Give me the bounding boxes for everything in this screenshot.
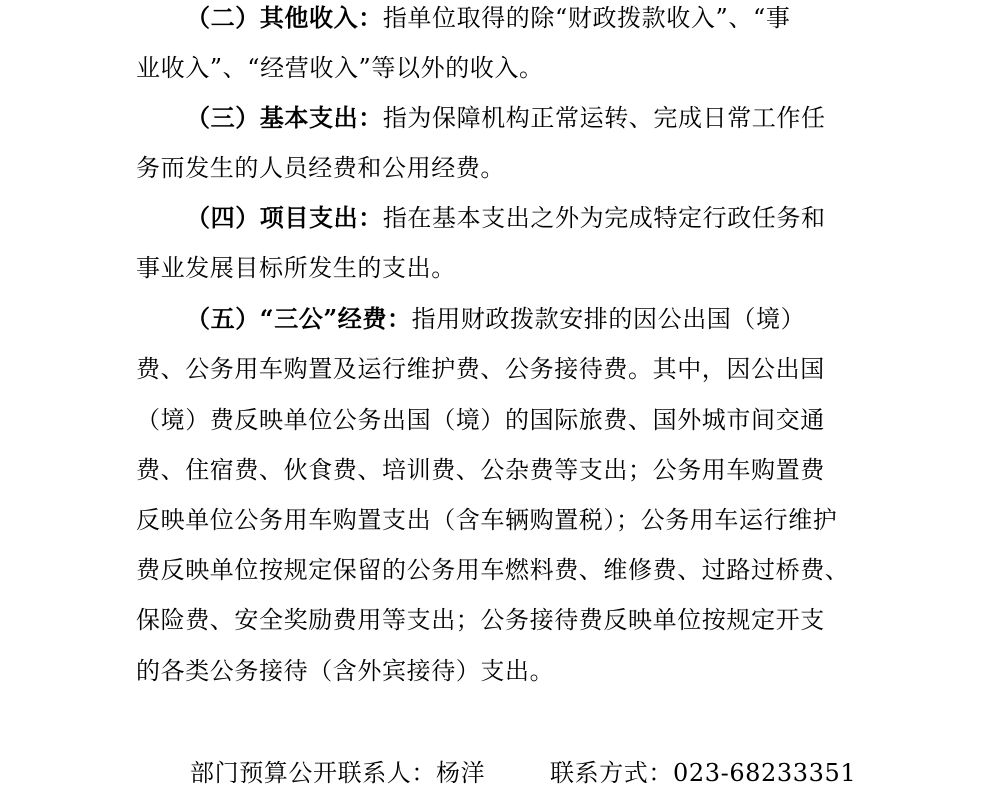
definition-text: 指单位取得的除“财政拨款收入”、“事 (382, 4, 791, 32)
section-three-public-line-3: （境）费反映单位公务出国（境）的国际旅费、国外城市间交通 (136, 406, 825, 434)
contact-person: 部门预算公开联系人：杨洋 (190, 759, 486, 787)
contact-phone: 联系方式：023-68233351 (550, 759, 857, 787)
term-three-public-expenses: （五）“三公”经费： (186, 304, 412, 333)
section-basic-expenditure-line-1 (186, 98, 946, 138)
section-three-public-line-5: 反映单位公务用车购置支出（含车辆购置税）；公务用车运行维护 (136, 506, 838, 534)
definition-text: 指在基本支出之外为完成特定行政任务和 (382, 204, 826, 232)
definition-text: 指为保障机构正常运转、完成日常工作任 (382, 104, 826, 132)
section-project-expenditure-line-1 (186, 198, 946, 238)
section-three-public-line-4: 费、住宿费、伙食费、培训费、公杂费等支出；公务用车购置费 (136, 456, 825, 484)
section-three-public-line-7: 保险费、安全奖励费用等支出；公务接待费反映单位按规定开支 (136, 606, 825, 634)
section-other-income-line-1 (186, 0, 946, 38)
section-three-public-line-6: 费反映单位按规定保留的公务用车燃料费、维修费、过路过桥费、 (136, 556, 850, 584)
term-other-income: （二）其他收入： (186, 3, 383, 32)
section-three-public-line-2: 费、公务用车购置及运行维护费、公务接待费。其中，因公出国 (136, 355, 825, 383)
section-three-public-line-8: 的各类公务接待（含外宾接待）支出。 (136, 657, 555, 685)
section-other-income-line-2: 业收入”、“经营收入”等以外的收入。 (136, 54, 544, 82)
section-three-public-line-1 (186, 299, 946, 339)
definition-text: 指用财政拨款安排的因公出国（境） (411, 305, 806, 333)
section-project-expenditure-line-2: 事业发展目标所发生的支出。 (136, 254, 456, 282)
section-basic-expenditure-line-2: 务而发生的人员经费和公用经费。 (136, 154, 505, 182)
term-basic-expenditure: （三）基本支出： (186, 103, 383, 132)
term-project-expenditure: （四）项目支出： (186, 203, 383, 232)
